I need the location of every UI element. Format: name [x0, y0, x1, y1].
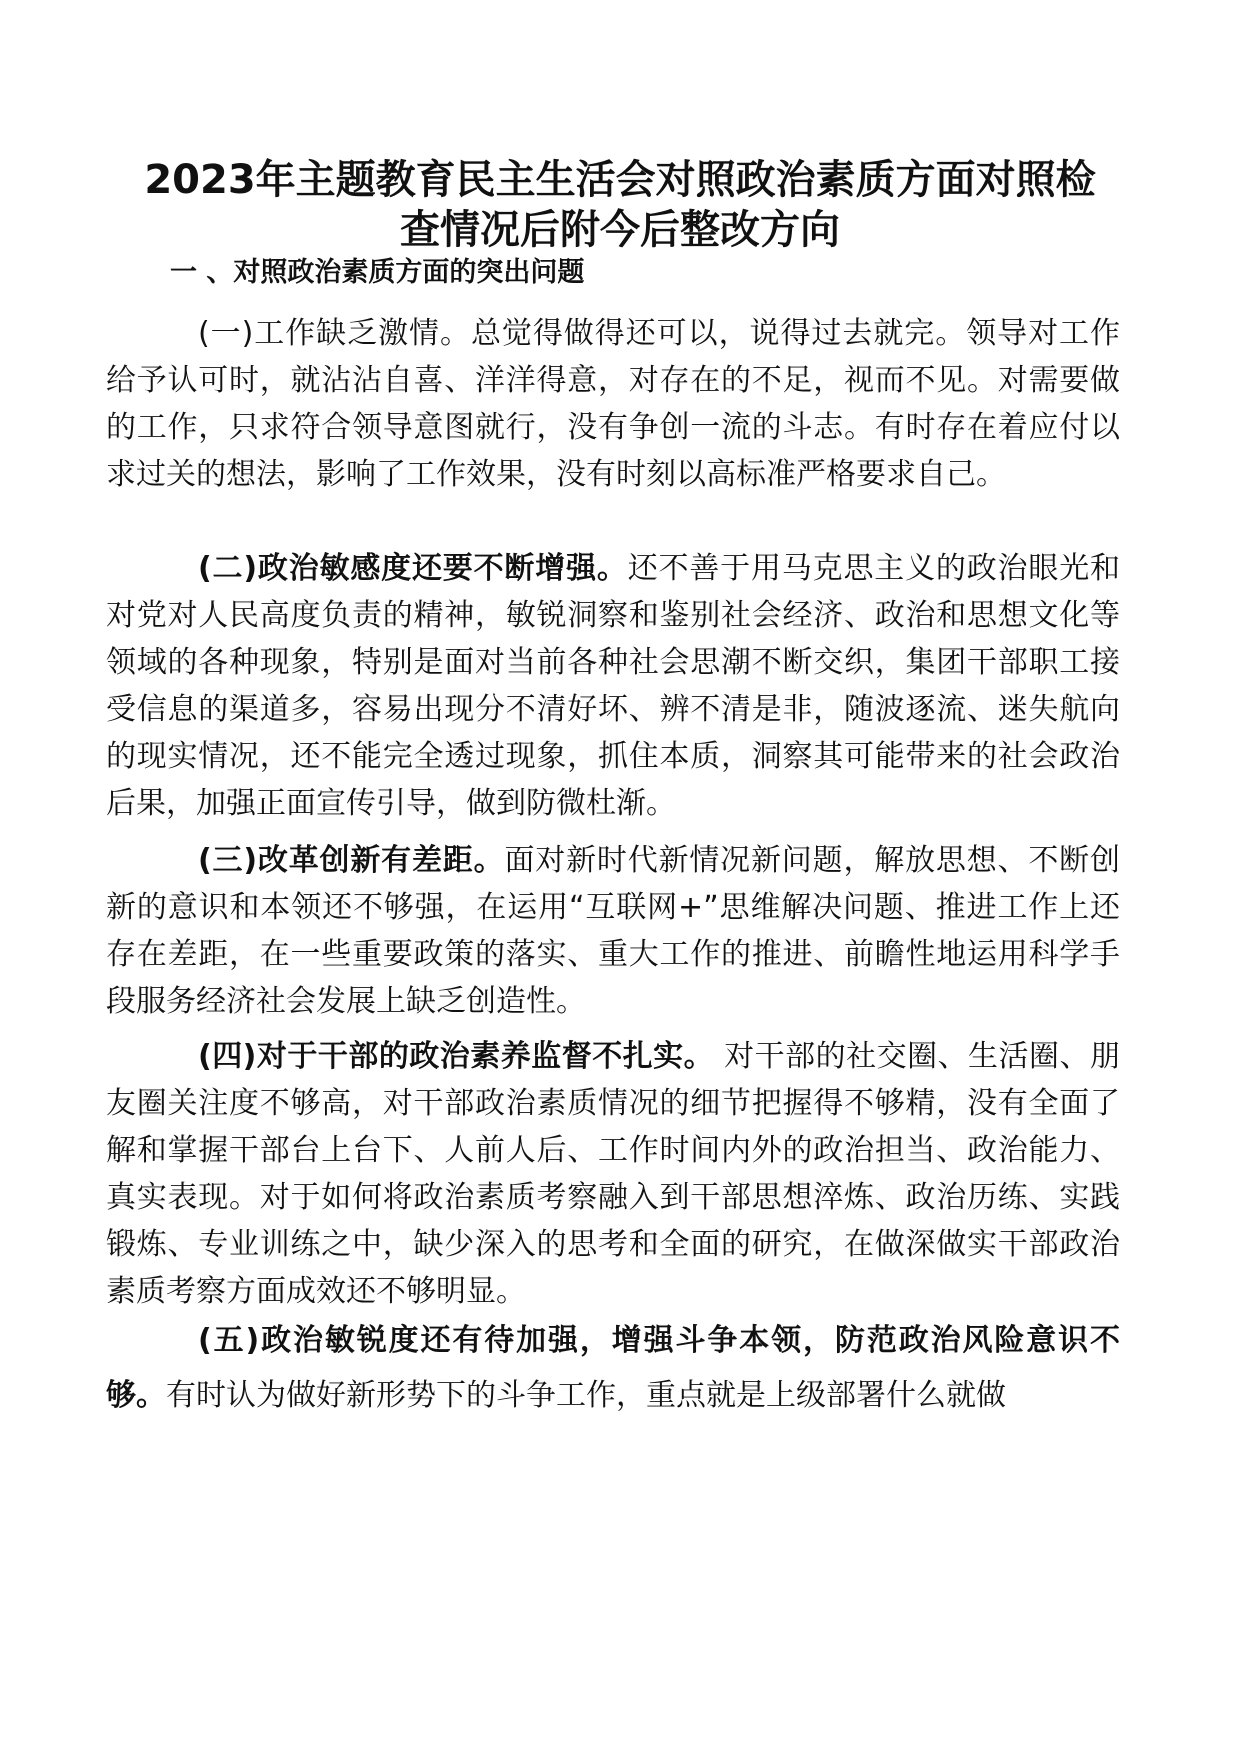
section-heading: 一 、对照政治素质方面的突出问题: [170, 257, 585, 288]
paragraph-2-heading: (二)政治敏感度还要不断增强。: [198, 551, 628, 586]
paragraph-5-heading: (五)政治敏锐度还有待加强，增强斗争本领，防范政治风险意识不够。: [106, 1323, 1120, 1413]
title-line-2: 查情况后附今后整改方向: [400, 207, 840, 253]
paragraph-1: [106, 310, 1120, 498]
paragraph-1-lead: (一): [198, 316, 254, 351]
paragraph-3: [106, 837, 1120, 1025]
paragraph-1-body: 工作缺乏激情。总觉得做得还可以，说得过去就完。领导对工作给予认可时，就沾沾自喜、洋洋得意，对存在的不足，视而不见。对需要做的工作，只求符合领导意图就行，没有争创一流的斗志。有时存在着应付以求过关的想法，影响了工作效果，没有时刻以高标准严格要求自己。: [106, 316, 1121, 492]
document-title: [100, 155, 1140, 255]
paragraph-5-body: 有时认为做好新形势下的斗争工作，重点就是上级部署什么就做: [166, 1378, 1006, 1413]
paragraph-4-heading: (四)对于干部的政治素养监督不扎实。: [198, 1039, 715, 1074]
paragraph-3-body: 面对新时代新情况新问题，解放思想、不断创新的意识和本领还不够强，在运用“互联网+”思维解决问题、推进工作上还存在差距，在一些重要政策的落实、重大工作的推进、前瞻性地运用科学手段服务经济社会发展上缺乏创造性。: [106, 843, 1121, 1019]
paragraph-2-body: 还不善于用马克思主义的政治眼光和对党对人民高度负责的精神，敏锐洞察和鉴别社会经济、政治和思想文化等领域的各种现象，特别是面对当前各种社会思潮不断交织，集团干部职工接受信息的渠道多，容易出现分不清好坏、辨不清是非，随波逐流、迷失航向的现实情况，还不能完全透过现象，抓住本质，洞察其可能带来的社会政治后果，加强正面宣传引导，做到防微杜渐。: [106, 551, 1121, 821]
paragraph-2: [106, 545, 1120, 827]
title-line-1: 2023年主题教育民主生活会对照政治素质方面对照检: [144, 157, 1096, 203]
paragraph-3-heading: (三)改革创新有差距。: [198, 843, 505, 878]
paragraph-4-body: 对干部的社交圈、生活圈、朋友圈关注度不够高，对干部政治素质情况的细节把握得不够精，没有全面了解和掌握干部台上台下、人前人后、工作时间内外的政治担当、政治能力、真实表现。对于如何将政治素质考察融入到干部思想淬炼、政治历练、实践锻炼、专业训练之中，缺少深入的思考和全面的研究，在做深做实干部政治素质考察方面成效还不够明显。: [106, 1039, 1120, 1309]
paragraph-4: [106, 1033, 1120, 1315]
paragraph-5: [106, 1313, 1120, 1423]
